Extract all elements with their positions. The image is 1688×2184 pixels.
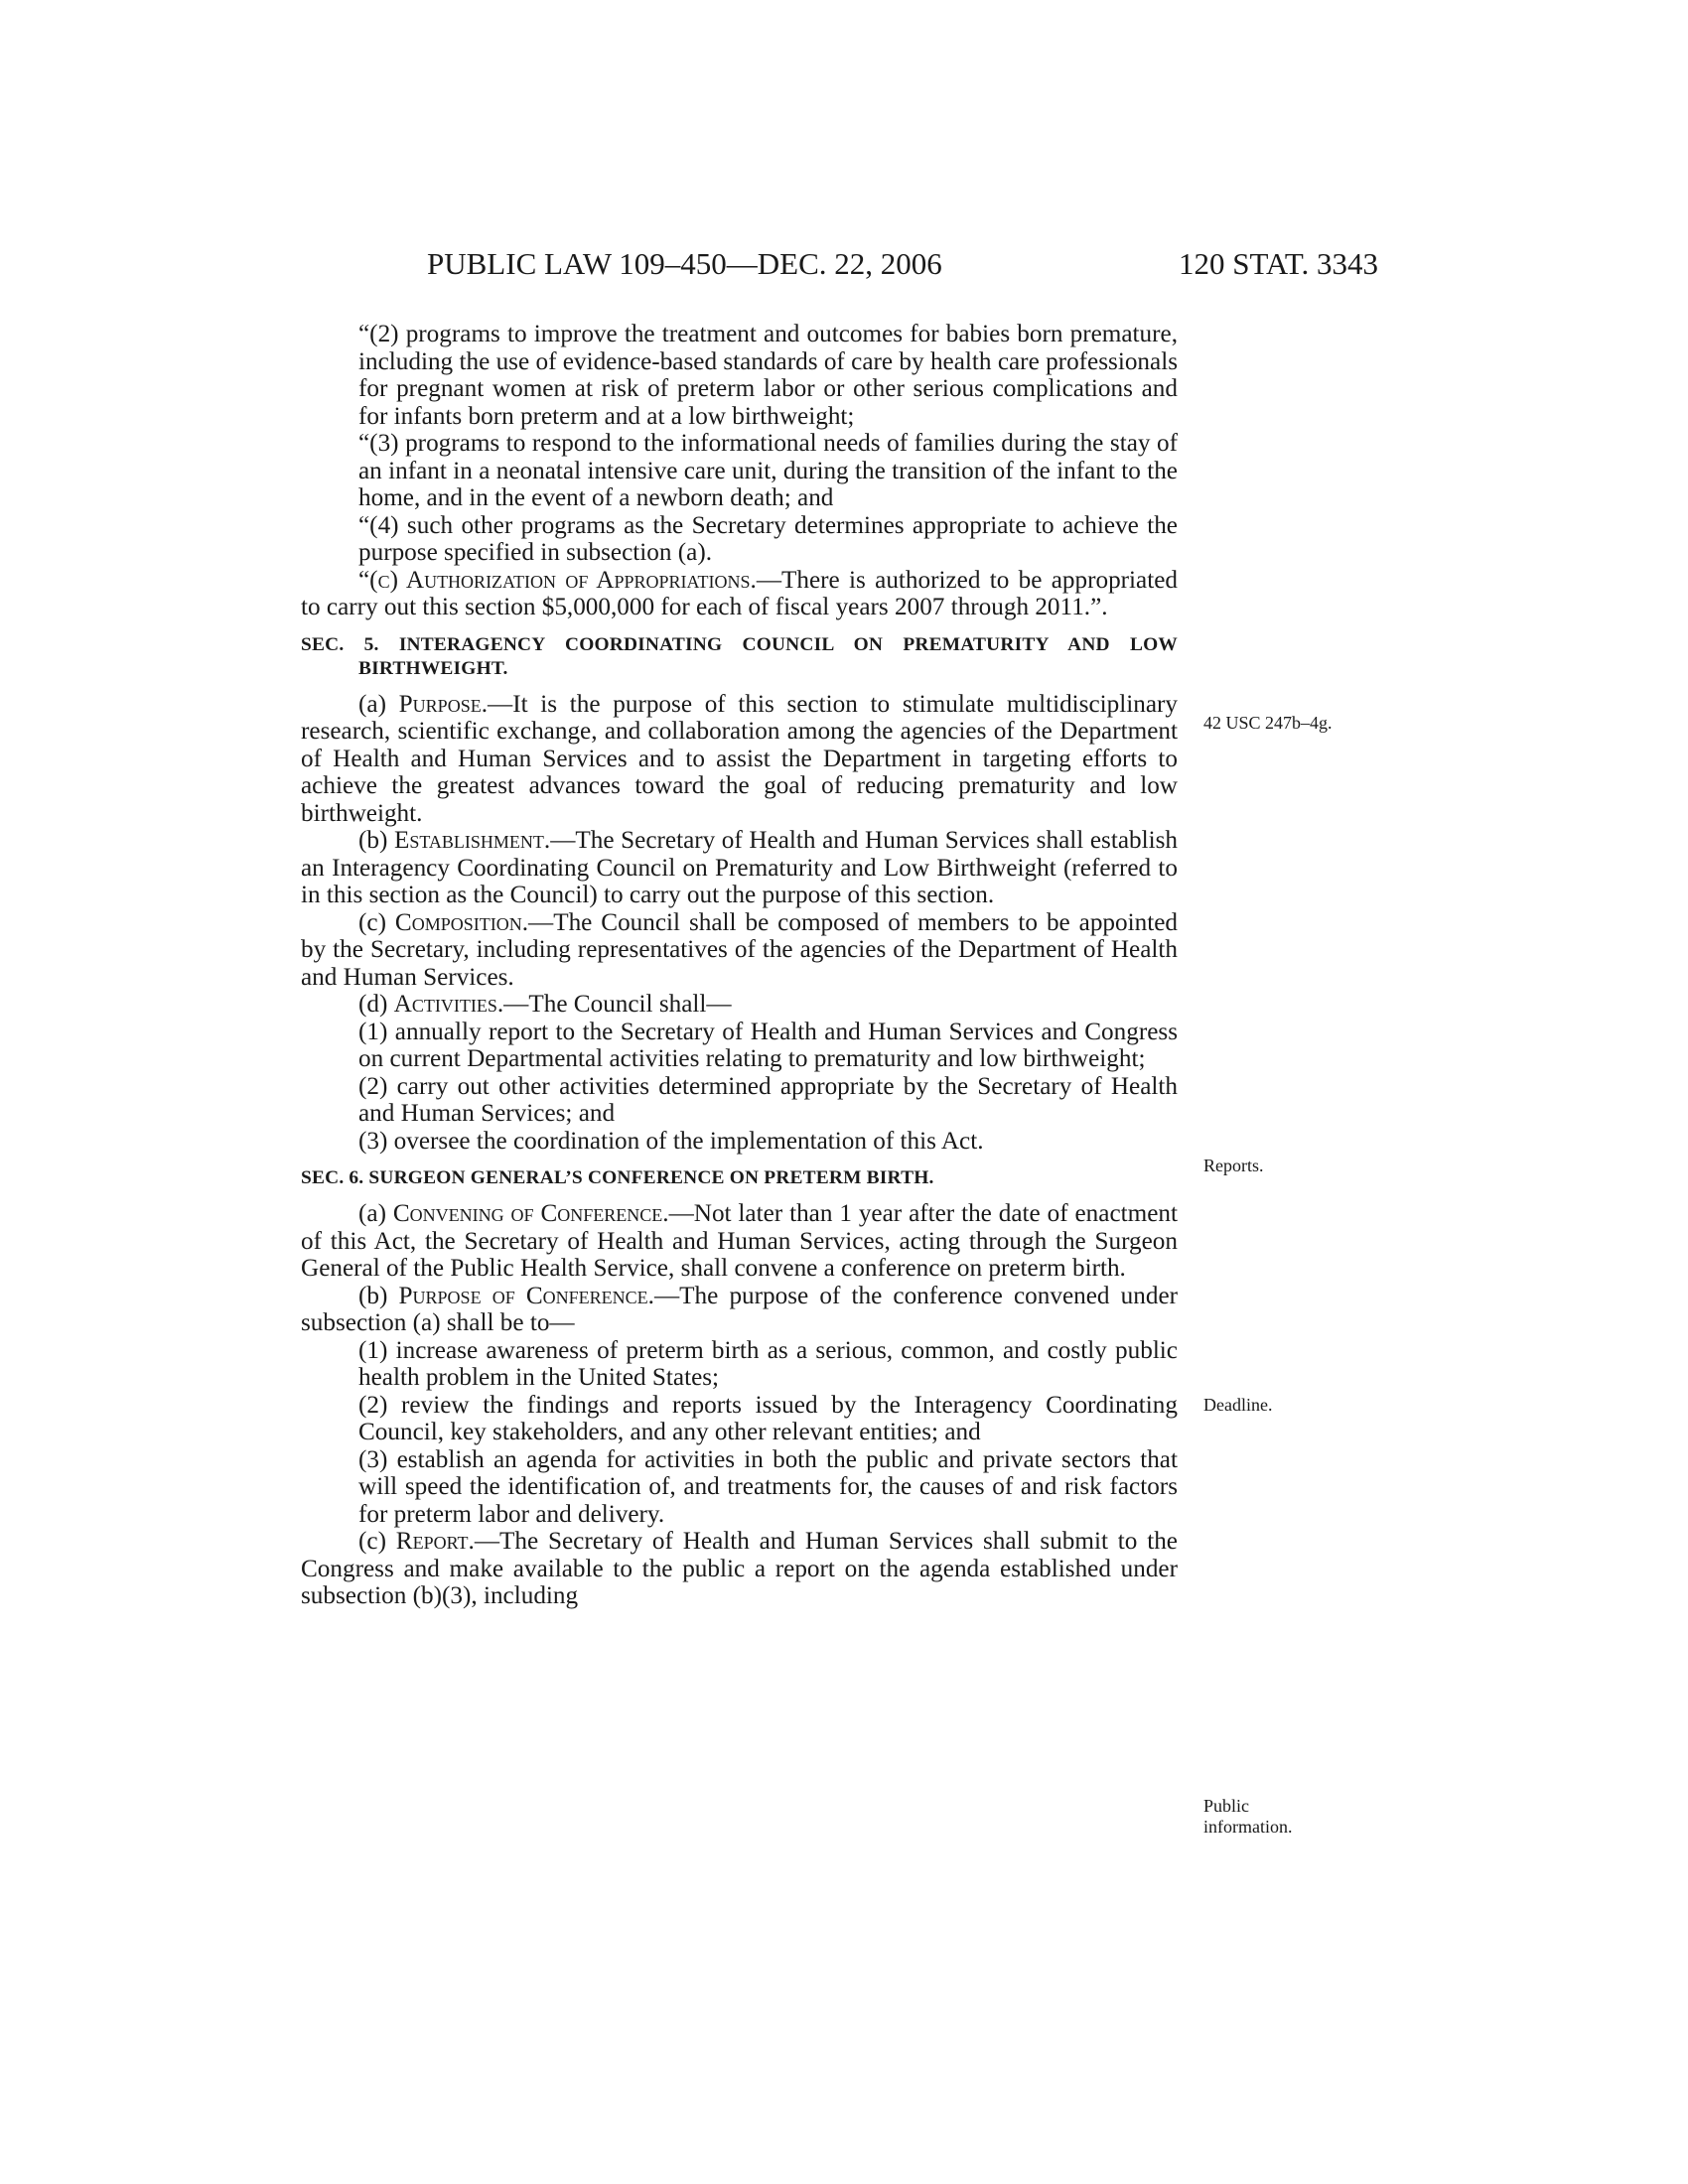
law-title: PUBLIC LAW 109–450—DEC. 22, 2006: [427, 246, 942, 281]
margin-note-information: information.: [1203, 1817, 1293, 1837]
sec5-activity-1: (1) annually report to the Secretary of Health and Human Services and Congress on current Departmental activities relating to prematurity and low birthweight;: [358, 1018, 1178, 1072]
sec5-establishment: (b) Establishment.—The Secretary of Health and Human Services shall establish an Interagency Coordinating Council on Prematurity and Low Birthweight (referred to in this section as the Council) to carry out the purpose of this section.: [301, 827, 1178, 908]
item-4: “(4) such other programs as the Secretary determines appropriate to achieve the purpose specified in subsection (a).: [358, 511, 1178, 566]
section-6-heading: SEC. 6. SURGEON GENERAL’S CONFERENCE ON PRETERM BIRTH.: [301, 1167, 934, 1188]
item-2: “(2) programs to improve the treatment and outcomes for babies born premature, including the use of evidence-based standards of care by health care professionals for pregnant women at risk of preterm labor or other serious complications and for infants born preterm and at a low birthweight;: [358, 321, 1178, 430]
margin-note-usc: 42 USC 247b–4g.: [1203, 713, 1333, 733]
subsection-c-appropriations: “(c) Authorization of Appropriations.—There is authorized to be appropriated to carry out this section $5,000,000 for each of fiscal years 2007 through 2011.”.: [301, 566, 1178, 620]
sec5-composition: (c) Composition.—The Council shall be composed of members to be appointed by the Secretary, including representatives of the agencies of the Department of Health and Human Services.: [301, 908, 1178, 991]
section-5-heading: SEC. 5. INTERAGENCY COORDINATING COUNCIL ON PREMATURITY AND LOW BIRTHWEIGHT.: [301, 633, 1178, 679]
sec5-activity-3: (3) oversee the coordination of the implementation of this Act.: [358, 1127, 984, 1155]
statute-page-number: 120 STAT. 3343: [1178, 246, 1378, 281]
page-header: [298, 246, 1378, 286]
margin-note-deadline: Deadline.: [1203, 1395, 1273, 1415]
margin-note-reports: Reports.: [1203, 1156, 1264, 1175]
margin-note-public: Public: [1203, 1796, 1250, 1816]
document-body: [301, 321, 1178, 1610]
sec5-activities: (d) Activities.—The Council shall—: [358, 991, 732, 1018]
sec6-purpose-2: (2) review the findings and reports issued by the Interagency Coordinating Council, key stakeholders, and any other relevant entities; and: [358, 1391, 1178, 1445]
item-3: “(3) programs to respond to the informational needs of families during the stay of an infant in a neonatal intensive care unit, during the transition of the infant to the home, and in the event of a newborn death; and: [358, 430, 1178, 511]
sec5-activity-2: (2) carry out other activities determined appropriate by the Secretary of Health and Human Services; and: [358, 1072, 1178, 1127]
sec6-convening: (a) Convening of Conference.—Not later than 1 year after the date of enactment of this Act, the Secretary of Health and Human Services, acting through the Surgeon General of the Public Health Service, shall convene a conference on preterm birth.: [301, 1200, 1178, 1282]
sec5-purpose: (a) Purpose.—It is the purpose of this section to stimulate multidisciplinary research, scientific exchange, and collaboration among the agencies of the Department of Health and Human Services and to assist the Department in targeting efforts to achieve the greatest advances toward the goal of reducing prematurity and low birthweight.: [301, 690, 1178, 827]
sec6-purpose: (b) Purpose of Conference.—The purpose of the conference convened under subsection (a) shall be to—: [301, 1282, 1179, 1336]
sec6-purpose-1: (1) increase awareness of preterm birth as a serious, common, and costly public health problem in the United States;: [358, 1336, 1178, 1391]
sec6-report: (c) Report.—The Secretary of Health and Human Services shall submit to the Congress and make available to the public a report on the agenda established under subsection (b)(3), including: [301, 1528, 1178, 1609]
sec6-purpose-3: (3) establish an agenda for activities in both the public and private sectors that will speed the identification of, and treatments for, the causes of and risk factors for preterm labor and delivery.: [358, 1445, 1178, 1528]
